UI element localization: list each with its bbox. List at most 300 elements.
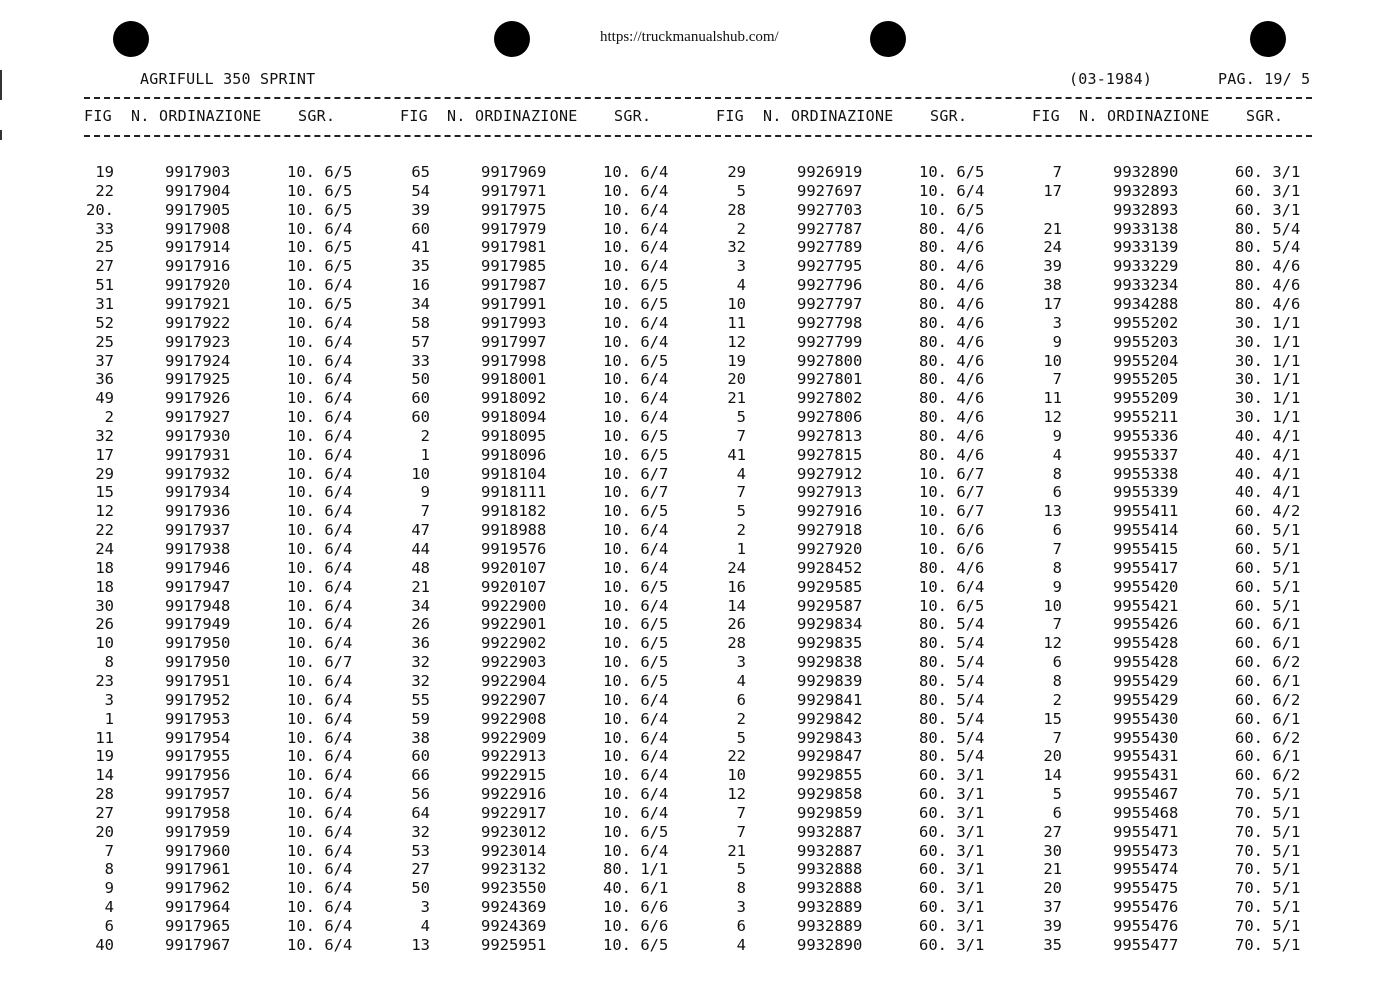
fig-cell: 24 — [727, 558, 746, 577]
fig-cell: 29 — [727, 163, 746, 181]
sgr-cell: 10. 6/4 — [287, 577, 353, 596]
order-number-cell: 9932890 — [1113, 163, 1179, 181]
sgr-cell: 10. 6/4 — [287, 596, 353, 615]
order-number-cell: 9917962 — [165, 879, 231, 898]
fig-cell: 27 — [95, 257, 114, 276]
sgr-cell: 10. 6/4 — [287, 408, 353, 427]
fig-cell: 21 — [1043, 860, 1062, 879]
fig-cell: 11 — [95, 728, 114, 747]
order-number-cell: 9955209 — [1113, 389, 1179, 408]
sgr-cell: 10. 6/4 — [287, 483, 353, 502]
order-number-cell: 9955337 — [1113, 445, 1179, 464]
fig-cell: 39 — [1043, 917, 1062, 935]
order-number-cell: 9922915 — [481, 766, 547, 785]
order-number-cell: 9922908 — [481, 709, 547, 728]
fig-cell: 1 — [104, 709, 114, 728]
fig-cell: 19 — [727, 351, 746, 370]
order-number-cell: 9933234 — [1113, 276, 1179, 295]
sgr-cell: 80. 4/6 — [919, 238, 985, 257]
order-number-cell: 9918988 — [481, 521, 547, 540]
sgr-cell: 80. 4/6 — [919, 351, 985, 370]
fig-cell: 3 — [736, 257, 746, 276]
order-number-cell: 9924369 — [481, 917, 547, 935]
sgr-cell: 80. 5/4 — [919, 634, 985, 653]
order-number-cell: 9917938 — [165, 540, 231, 558]
sgr-cell: 10. 6/5 — [919, 596, 985, 615]
fig-cell: 29 — [95, 464, 114, 483]
fig-cell: 24 — [1043, 238, 1062, 257]
sgr-cell: 10. 6/4 — [287, 766, 353, 785]
sgr-cell: 80. 5/4 — [919, 690, 985, 709]
order-number-cell: 9955414 — [1113, 521, 1179, 540]
sgr-cell: 80. 4/6 — [919, 370, 985, 389]
fig-cell: 50 — [411, 370, 430, 389]
fig-cell: 40 — [95, 935, 114, 954]
sgr-cell: 60. 6/1 — [1235, 615, 1301, 634]
sgr-cell: 80. 4/6 — [919, 257, 985, 276]
fig-cell: 30 — [95, 596, 114, 615]
sgr-cell: 10. 6/4 — [287, 898, 353, 917]
sgr-cell: 80. 4/6 — [919, 408, 985, 427]
order-number-cell: 9919576 — [481, 540, 547, 558]
fig-cell: 19 — [95, 747, 114, 766]
sgr-cell: 10. 6/5 — [603, 294, 669, 313]
order-number-cell: 9955426 — [1113, 615, 1179, 634]
order-number-cell: 9917920 — [165, 276, 231, 295]
fig-cell: 2 — [736, 709, 746, 728]
order-number-cell: 9955477 — [1113, 935, 1179, 954]
order-number-cell: 9922907 — [481, 690, 547, 709]
page-edge-mark — [0, 70, 2, 100]
sgr-cell: 10. 6/5 — [603, 634, 669, 653]
sgr-cell: 10. 6/5 — [603, 577, 669, 596]
sgr-cell: 60. 3/1 — [1235, 163, 1301, 181]
order-number-cell: 9917948 — [165, 596, 231, 615]
fig-cell: 8 — [104, 653, 114, 672]
order-number-cell: 9927800 — [797, 351, 863, 370]
fig-cell: 23 — [95, 671, 114, 690]
fig-cell: 5 — [736, 728, 746, 747]
order-number-cell: 9917946 — [165, 558, 231, 577]
order-number-cell: 9917979 — [481, 219, 547, 238]
sgr-cell: 30. 1/1 — [1235, 351, 1301, 370]
fig-cell: 8 — [736, 879, 746, 898]
fig-cell: 7 — [736, 803, 746, 822]
fig-cell: 3 — [736, 653, 746, 672]
order-number-cell: 9955417 — [1113, 558, 1179, 577]
sgr-cell: 10. 6/7 — [919, 464, 985, 483]
fig-cell: 21 — [727, 841, 746, 860]
source-url[interactable]: https://truckmanualshub.com/ — [600, 29, 779, 45]
sgr-cell: 60. 5/1 — [1235, 521, 1301, 540]
sgr-cell: 10. 6/7 — [919, 483, 985, 502]
order-number-cell: 9917936 — [165, 502, 231, 521]
fig-cell: 3 — [420, 898, 430, 917]
fig-cell: 38 — [1043, 276, 1062, 295]
sgr-cell: 60. 6/1 — [1235, 709, 1301, 728]
fig-cell: 28 — [727, 200, 746, 219]
sgr-cell: 80. 5/4 — [1235, 219, 1301, 238]
fig-cell: 34 — [411, 596, 430, 615]
document-date: (03-1984) — [1069, 70, 1153, 88]
fig-cell: 10 — [1043, 596, 1062, 615]
fig-cell: 6 — [1052, 653, 1062, 672]
fig-cell: 60 — [411, 408, 430, 427]
sgr-cell: 80. 4/6 — [919, 558, 985, 577]
fig-cell: 5 — [736, 860, 746, 879]
binder-hole — [870, 21, 906, 57]
column-header-sgr: SGR. — [930, 107, 968, 125]
order-number-cell: 9929855 — [797, 766, 863, 785]
fig-cell: 4 — [736, 671, 746, 690]
order-number-cell: 9934288 — [1113, 294, 1179, 313]
fig-cell: 41 — [411, 238, 430, 257]
binder-hole — [494, 21, 530, 57]
fig-cell: 15 — [1043, 709, 1062, 728]
order-number-cell: 9927802 — [797, 389, 863, 408]
order-number-cell: 9928452 — [797, 558, 863, 577]
order-number-cell: 9929839 — [797, 671, 863, 690]
fig-cell: 32 — [95, 426, 114, 445]
sgr-cell: 40. 4/1 — [1235, 426, 1301, 445]
sgr-cell: 40. 6/1 — [603, 879, 669, 898]
fig-cell: 9 — [104, 879, 114, 898]
sgr-cell: 10. 6/4 — [287, 276, 353, 295]
sgr-cell: 10. 6/4 — [603, 181, 669, 200]
order-number-cell: 9917930 — [165, 426, 231, 445]
order-number-cell: 9955474 — [1113, 860, 1179, 879]
order-number-cell: 9917997 — [481, 332, 547, 351]
fig-cell: 13 — [1043, 502, 1062, 521]
sgr-cell: 10. 6/4 — [287, 351, 353, 370]
fig-cell: 18 — [95, 558, 114, 577]
order-number-cell: 9955471 — [1113, 822, 1179, 841]
sgr-cell: 10. 6/4 — [603, 596, 669, 615]
sgr-cell: 80. 5/4 — [919, 747, 985, 766]
order-number-cell: 9955420 — [1113, 577, 1179, 596]
fig-cell: 4 — [1052, 445, 1062, 464]
fig-cell: 3 — [736, 898, 746, 917]
sgr-cell: 10. 6/4 — [287, 822, 353, 841]
order-number-cell: 9955202 — [1113, 313, 1179, 332]
column-header-sgr: SGR. — [1246, 107, 1284, 125]
fig-cell: 11 — [1043, 389, 1062, 408]
fig-cell: 58 — [411, 313, 430, 332]
fig-cell: 5 — [736, 181, 746, 200]
order-number-cell: 9955430 — [1113, 728, 1179, 747]
order-number-cell: 9917960 — [165, 841, 231, 860]
sgr-cell: 10. 6/7 — [287, 653, 353, 672]
order-number-cell: 9917905 — [165, 200, 231, 219]
order-number-cell: 9918104 — [481, 464, 547, 483]
sgr-cell: 10. 6/4 — [287, 502, 353, 521]
order-number-cell: 9929585 — [797, 577, 863, 596]
order-number-cell: 9917967 — [165, 935, 231, 954]
fig-cell: 24 — [95, 540, 114, 558]
fig-cell: 39 — [411, 200, 430, 219]
order-number-cell: 9932887 — [797, 822, 863, 841]
fig-cell: 7 — [736, 483, 746, 502]
fig-cell: 20 — [95, 822, 114, 841]
sgr-cell: 60. 6/2 — [1235, 690, 1301, 709]
fig-cell: 4 — [420, 917, 430, 935]
order-number-cell: 9917922 — [165, 313, 231, 332]
order-number-cell: 9922903 — [481, 653, 547, 672]
sgr-cell: 10. 6/4 — [603, 766, 669, 785]
order-number-cell: 9927813 — [797, 426, 863, 445]
sgr-cell: 10. 6/5 — [603, 351, 669, 370]
sgr-cell: 80. 4/6 — [919, 445, 985, 464]
fig-cell: 41 — [727, 445, 746, 464]
sgr-cell: 60. 5/1 — [1235, 558, 1301, 577]
order-number-cell: 9918182 — [481, 502, 547, 521]
sgr-cell: 10. 6/4 — [287, 521, 353, 540]
sgr-cell: 10. 6/7 — [603, 464, 669, 483]
sgr-cell: 10. 6/4 — [603, 540, 669, 558]
fig-cell: 6 — [736, 917, 746, 935]
sgr-cell: 10. 6/5 — [919, 163, 985, 181]
sgr-cell: 10. 6/4 — [603, 238, 669, 257]
binder-hole — [113, 21, 149, 57]
order-number-cell: 9955415 — [1113, 540, 1179, 558]
order-number-cell: 9922902 — [481, 634, 547, 653]
order-number-cell: 9917952 — [165, 690, 231, 709]
sgr-cell: 10. 6/4 — [287, 935, 353, 954]
fig-cell: 5 — [736, 408, 746, 427]
sgr-cell: 80. 4/6 — [919, 426, 985, 445]
sgr-cell: 10. 6/4 — [287, 728, 353, 747]
fig-cell: 1 — [736, 540, 746, 558]
sgr-cell: 10. 6/5 — [919, 200, 985, 219]
fig-cell: 7 — [1052, 163, 1062, 181]
order-number-cell: 9929842 — [797, 709, 863, 728]
order-number-cell: 9917950 — [165, 634, 231, 653]
fig-cell: 3 — [1052, 313, 1062, 332]
sgr-cell: 10. 6/7 — [919, 502, 985, 521]
sgr-cell: 70. 5/1 — [1235, 841, 1301, 860]
fig-cell: 16 — [727, 577, 746, 596]
fig-cell: 4 — [736, 464, 746, 483]
order-number-cell: 9932888 — [797, 879, 863, 898]
order-number-cell: 9929587 — [797, 596, 863, 615]
fig-cell: 57 — [411, 332, 430, 351]
sgr-cell: 10. 6/4 — [287, 860, 353, 879]
order-number-cell: 9917947 — [165, 577, 231, 596]
order-number-cell: 9929835 — [797, 634, 863, 653]
fig-cell: 9 — [1052, 577, 1062, 596]
sgr-cell: 60. 3/1 — [919, 860, 985, 879]
column-header-fig: FIG — [84, 107, 112, 125]
order-number-cell: 9929843 — [797, 728, 863, 747]
order-number-cell: 9923550 — [481, 879, 547, 898]
order-number-cell: 9927789 — [797, 238, 863, 257]
fig-cell: 55 — [411, 690, 430, 709]
order-number-cell: 9955339 — [1113, 483, 1179, 502]
fig-cell: 17 — [1043, 294, 1062, 313]
sgr-cell: 10. 6/6 — [603, 917, 669, 935]
sgr-cell: 60. 5/1 — [1235, 596, 1301, 615]
sgr-cell: 10. 6/4 — [603, 257, 669, 276]
sgr-cell: 10. 6/4 — [287, 558, 353, 577]
order-number-cell: 9932893 — [1113, 200, 1179, 219]
sgr-cell: 80. 4/6 — [919, 219, 985, 238]
sgr-cell: 30. 1/1 — [1235, 408, 1301, 427]
sgr-cell: 10. 6/4 — [603, 219, 669, 238]
fig-cell: 12 — [95, 502, 114, 521]
sgr-cell: 10. 6/5 — [603, 445, 669, 464]
order-number-cell: 9917932 — [165, 464, 231, 483]
fig-cell: 35 — [411, 257, 430, 276]
sgr-cell: 10. 6/4 — [603, 332, 669, 351]
order-number-cell: 9917987 — [481, 276, 547, 295]
fig-cell: 7 — [1052, 615, 1062, 634]
fig-cell: 5 — [736, 502, 746, 521]
order-number-cell: 9917951 — [165, 671, 231, 690]
sgr-cell: 30. 1/1 — [1235, 389, 1301, 408]
fig-cell: 25 — [95, 238, 114, 257]
order-number-cell: 9929847 — [797, 747, 863, 766]
sgr-cell: 80. 5/4 — [919, 709, 985, 728]
order-number-cell: 9955428 — [1113, 653, 1179, 672]
sgr-cell: 10. 6/5 — [287, 238, 353, 257]
fig-cell: 33 — [411, 351, 430, 370]
order-number-cell: 9917953 — [165, 709, 231, 728]
fig-cell: 33 — [95, 219, 114, 238]
sgr-cell: 10. 6/6 — [603, 898, 669, 917]
sgr-cell: 60. 6/1 — [1235, 671, 1301, 690]
fig-cell: 48 — [411, 558, 430, 577]
sgr-cell: 40. 4/1 — [1235, 464, 1301, 483]
sgr-cell: 10. 6/4 — [287, 332, 353, 351]
sgr-cell: 10. 6/4 — [287, 389, 353, 408]
order-number-cell: 9927815 — [797, 445, 863, 464]
fig-cell: 12 — [1043, 408, 1062, 427]
sgr-cell: 10. 6/4 — [287, 803, 353, 822]
order-number-cell: 9933138 — [1113, 219, 1179, 238]
fig-cell: 21 — [1043, 219, 1062, 238]
sgr-cell: 10. 6/4 — [603, 521, 669, 540]
fig-cell: 2 — [420, 426, 430, 445]
fig-cell: 12 — [727, 332, 746, 351]
order-number-cell: 9917975 — [481, 200, 547, 219]
order-number-cell: 9917971 — [481, 181, 547, 200]
sgr-cell: 80. 5/4 — [919, 653, 985, 672]
fig-cell: 60 — [411, 747, 430, 766]
order-number-cell: 9917969 — [481, 163, 547, 181]
order-number-cell: 9929859 — [797, 803, 863, 822]
order-number-cell: 9917904 — [165, 181, 231, 200]
order-number-cell: 9917934 — [165, 483, 231, 502]
sgr-cell: 10. 6/4 — [287, 671, 353, 690]
fig-cell: 35 — [1043, 935, 1062, 954]
order-number-cell: 9929838 — [797, 653, 863, 672]
sgr-cell: 60. 6/2 — [1235, 653, 1301, 672]
column-header-num: N. ORDINAZIONE — [131, 107, 262, 125]
fig-cell: 34 — [411, 294, 430, 313]
fig-cell: 32 — [411, 671, 430, 690]
sgr-cell: 10. 6/4 — [287, 747, 353, 766]
fig-cell: 39 — [1043, 257, 1062, 276]
order-number-cell: 9924369 — [481, 898, 547, 917]
sgr-cell: 30. 1/1 — [1235, 313, 1301, 332]
fig-cell: 27 — [95, 803, 114, 822]
fig-cell: 6 — [736, 690, 746, 709]
order-number-cell: 9917993 — [481, 313, 547, 332]
fig-cell: 8 — [1052, 671, 1062, 690]
fig-cell: 32 — [411, 822, 430, 841]
fig-cell: 4 — [736, 935, 746, 954]
fig-cell: 28 — [727, 634, 746, 653]
sgr-cell: 10. 6/4 — [287, 785, 353, 804]
page-number: PAG. 19/ 5 — [1218, 70, 1311, 88]
order-number-cell: 9917981 — [481, 238, 547, 257]
order-number-cell: 9927912 — [797, 464, 863, 483]
order-number-cell: 9918111 — [481, 483, 547, 502]
fig-cell: 27 — [1043, 822, 1062, 841]
order-number-cell: 9927806 — [797, 408, 863, 427]
sgr-cell: 80. 4/6 — [919, 276, 985, 295]
sgr-cell: 70. 5/1 — [1235, 917, 1301, 935]
sgr-cell: 10. 6/5 — [287, 181, 353, 200]
sgr-cell: 60. 3/1 — [919, 898, 985, 917]
fig-cell: 20 — [1043, 747, 1062, 766]
column-header-num: N. ORDINAZIONE — [447, 107, 578, 125]
order-number-cell: 9917991 — [481, 294, 547, 313]
sgr-cell: 10. 6/5 — [603, 822, 669, 841]
order-number-cell: 9955431 — [1113, 747, 1179, 766]
order-number-cell: 9927787 — [797, 219, 863, 238]
fig-cell: 8 — [1052, 464, 1062, 483]
sgr-cell: 10. 6/4 — [603, 728, 669, 747]
order-number-cell: 9917950 — [165, 653, 231, 672]
fig-cell: 53 — [411, 841, 430, 860]
sgr-cell: 70. 5/1 — [1235, 860, 1301, 879]
sgr-cell: 60. 3/1 — [919, 803, 985, 822]
fig-cell: 28 — [95, 785, 114, 804]
sgr-cell: 60. 3/1 — [919, 822, 985, 841]
sgr-cell: 80. 4/6 — [919, 294, 985, 313]
sgr-cell: 30. 1/1 — [1235, 332, 1301, 351]
sgr-cell: 10. 6/5 — [603, 671, 669, 690]
order-number-cell: 9927801 — [797, 370, 863, 389]
sgr-cell: 80. 5/4 — [919, 728, 985, 747]
sgr-cell: 80. 4/6 — [1235, 276, 1301, 295]
fig-cell: 16 — [411, 276, 430, 295]
fig-cell: 51 — [95, 276, 114, 295]
sgr-cell: 10. 6/5 — [603, 426, 669, 445]
fig-cell: 18 — [95, 577, 114, 596]
sgr-cell: 10. 6/4 — [287, 426, 353, 445]
order-number-cell: 9922909 — [481, 728, 547, 747]
sgr-cell: 80. 4/6 — [919, 389, 985, 408]
fig-cell: 59 — [411, 709, 430, 728]
fig-cell: 14 — [727, 596, 746, 615]
column-header-sgr: SGR. — [614, 107, 652, 125]
binder-hole — [1250, 21, 1286, 57]
sgr-cell: 60. 5/1 — [1235, 577, 1301, 596]
order-number-cell: 9932893 — [1113, 181, 1179, 200]
order-number-cell: 9927913 — [797, 483, 863, 502]
order-number-cell: 9917925 — [165, 370, 231, 389]
fig-cell: 36 — [411, 634, 430, 653]
fig-cell: 5 — [1052, 785, 1062, 804]
order-number-cell: 9955338 — [1113, 464, 1179, 483]
order-number-cell: 9955429 — [1113, 671, 1179, 690]
order-number-cell: 9955411 — [1113, 502, 1179, 521]
fig-cell: 3 — [104, 690, 114, 709]
fig-cell: 6 — [1052, 483, 1062, 502]
order-number-cell: 9922900 — [481, 596, 547, 615]
